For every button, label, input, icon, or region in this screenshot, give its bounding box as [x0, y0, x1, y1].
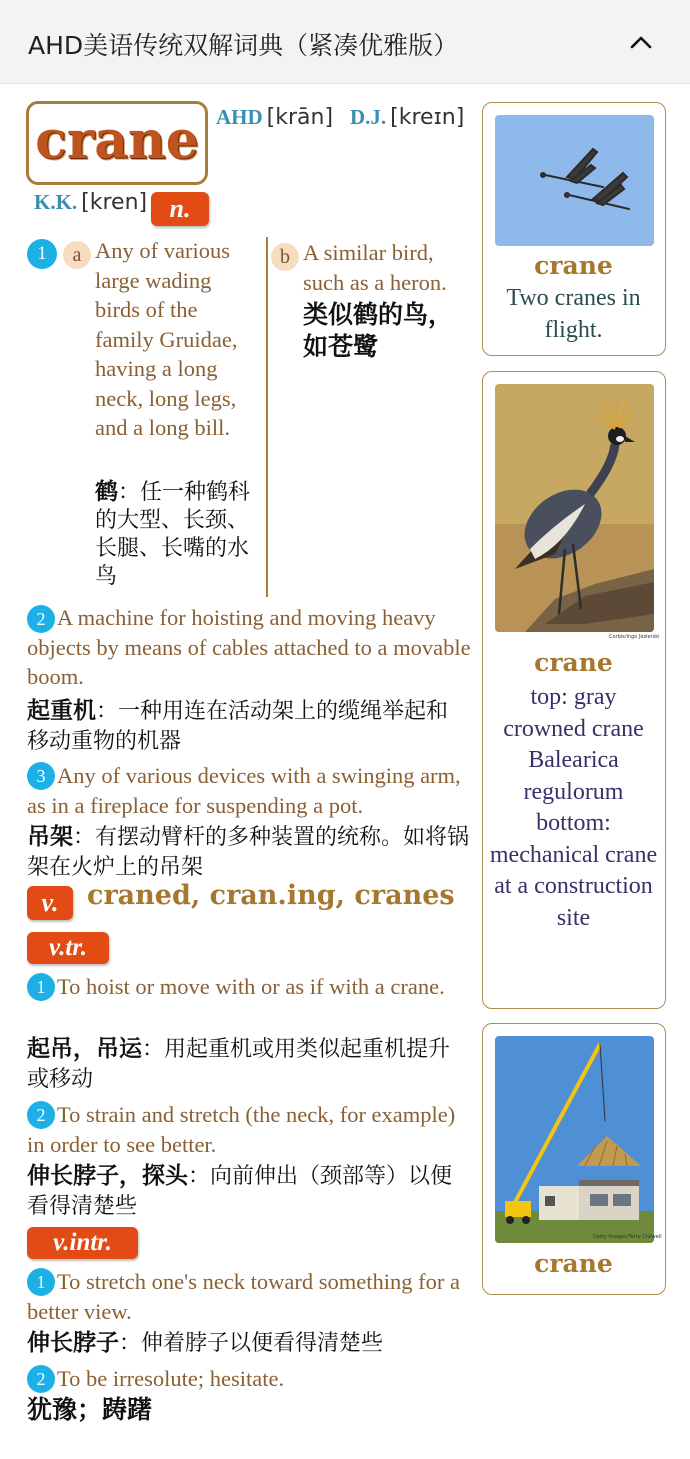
pos-tag-transitive: v.tr.	[27, 932, 109, 964]
definition-english: To be irresolute; hesitate.	[57, 1366, 285, 1391]
definition-english: To strain and stretch (the neck, for example) in order to see better.	[27, 1102, 456, 1157]
pronunciation-dj	[350, 105, 464, 130]
pos-tag-verb: v.	[27, 886, 73, 920]
chinese-term: 伸长脖子	[27, 1330, 119, 1356]
definition-english: A machine for hoisting and moving heavy objects by means of cables attached to a movable boom.	[27, 605, 471, 689]
chinese-term: 鹤	[95, 479, 118, 505]
pronunciation-label: K.K.	[34, 190, 78, 214]
definition-chinese	[303, 300, 463, 364]
construction-crane-image	[495, 1036, 654, 1243]
dictionary-title: AHD美语传统双解词典（紧凑优雅版）	[28, 31, 459, 60]
card-caption: top: gray crowned crane Balearica regulorum bottom: mechanical crane at a construction site	[489, 684, 658, 931]
pronunciation-ahd	[216, 105, 333, 130]
definition-english: To stretch one's neck toward something for a better view.	[27, 1269, 460, 1324]
definition-chinese	[27, 822, 472, 883]
pronunciation-text: [kren]	[81, 190, 148, 215]
card-word: crane	[534, 251, 613, 280]
chinese-term: 伸长脖子，探头	[27, 1163, 188, 1189]
illustration-card-crowned-crane[interactable]	[482, 371, 666, 1009]
sense-number: 2	[27, 605, 55, 633]
gray-crowned-crane-image	[495, 384, 654, 632]
chinese-term: 吊架	[27, 824, 73, 850]
verb-inflections: craned, cran.ing, cranes	[87, 880, 455, 911]
pronunciation-text: [kreɪn]	[390, 105, 465, 130]
illustration-card-construction-crane[interactable]	[482, 1023, 666, 1295]
headword-box	[26, 101, 208, 185]
definition-chinese	[27, 1395, 477, 1427]
chinese-definition: ：任一种鹤科的大型、长颈、长腿、长嘴的水鸟	[95, 480, 251, 589]
entry-content	[0, 84, 480, 1459]
photo-credit: Getty Images/Terry Chilwell	[593, 1234, 662, 1240]
chinese-term: 起吊，吊运	[27, 1036, 142, 1062]
definition-chinese	[27, 1328, 477, 1359]
definition-english: A similar bird, such as a heron.	[303, 240, 447, 295]
illustration-card-flying-cranes[interactable]	[482, 102, 666, 356]
sense-number: 3	[27, 762, 55, 790]
photo-credit: Corbis/Ingo Jezierski	[609, 634, 660, 640]
chinese-definition: ：一种用连在活动架上的缆绳举起和移动重物的机器	[27, 699, 449, 754]
definition-english: To hoist or move with or as if with a crane.	[57, 974, 445, 999]
chinese-term: 犹豫；踌躇	[27, 1395, 153, 1424]
chinese-term: 起重机	[27, 698, 96, 724]
subsense-letter: b	[271, 243, 299, 271]
sense-number: 1	[27, 239, 57, 269]
chinese-definition: ：用起重机或用类似起重机提升或移动	[27, 1037, 451, 1092]
chinese-definition: ：伸着脖子以便看得清楚些	[119, 1331, 384, 1356]
pronunciation-text: [krān]	[266, 105, 334, 130]
sense-number: 1	[27, 1268, 55, 1296]
sense-number: 2	[27, 1365, 55, 1393]
card-word: crane	[534, 648, 613, 677]
definition-chinese	[27, 696, 467, 757]
chinese-definition: ：向前伸出（颈部等）以便看得清楚些	[27, 1164, 453, 1219]
two-cranes-flying-image	[495, 115, 654, 246]
pronunciation-label: AHD	[216, 105, 263, 129]
pronunciation-kk	[34, 190, 147, 215]
sense-number: 2	[27, 1101, 55, 1129]
definition-chinese	[27, 1161, 457, 1222]
pos-tag-intransitive: v.intr.	[27, 1227, 138, 1259]
chinese-definition: ：有摆动臂杆的多种装置的统称。如将锅架在火炉上的吊架	[27, 825, 470, 880]
chinese-term: 类似鹤的鸟，如苍鹭	[303, 300, 454, 361]
dictionary-header[interactable]	[0, 0, 690, 84]
sense-number: 1	[27, 973, 55, 1001]
definition-english: Any of various large wading birds of the family Gruidae, having a long neck, long legs, and a long bill.	[95, 238, 238, 440]
definition-chinese	[27, 1034, 467, 1095]
subsense-letter: a	[63, 241, 91, 269]
definition-chinese	[95, 478, 260, 591]
subsense-divider	[266, 237, 268, 597]
definition-english: Any of various devices with a swinging arm, as in a fireplace for suspending a pot.	[27, 763, 461, 818]
card-caption: Two cranes in flight.	[506, 285, 641, 343]
headword: crane	[35, 110, 199, 171]
pronunciation-label: D.J.	[350, 105, 387, 129]
card-word: crane	[534, 1249, 613, 1278]
chevron-up-icon[interactable]	[628, 32, 654, 52]
pos-tag-noun: n.	[151, 192, 209, 226]
